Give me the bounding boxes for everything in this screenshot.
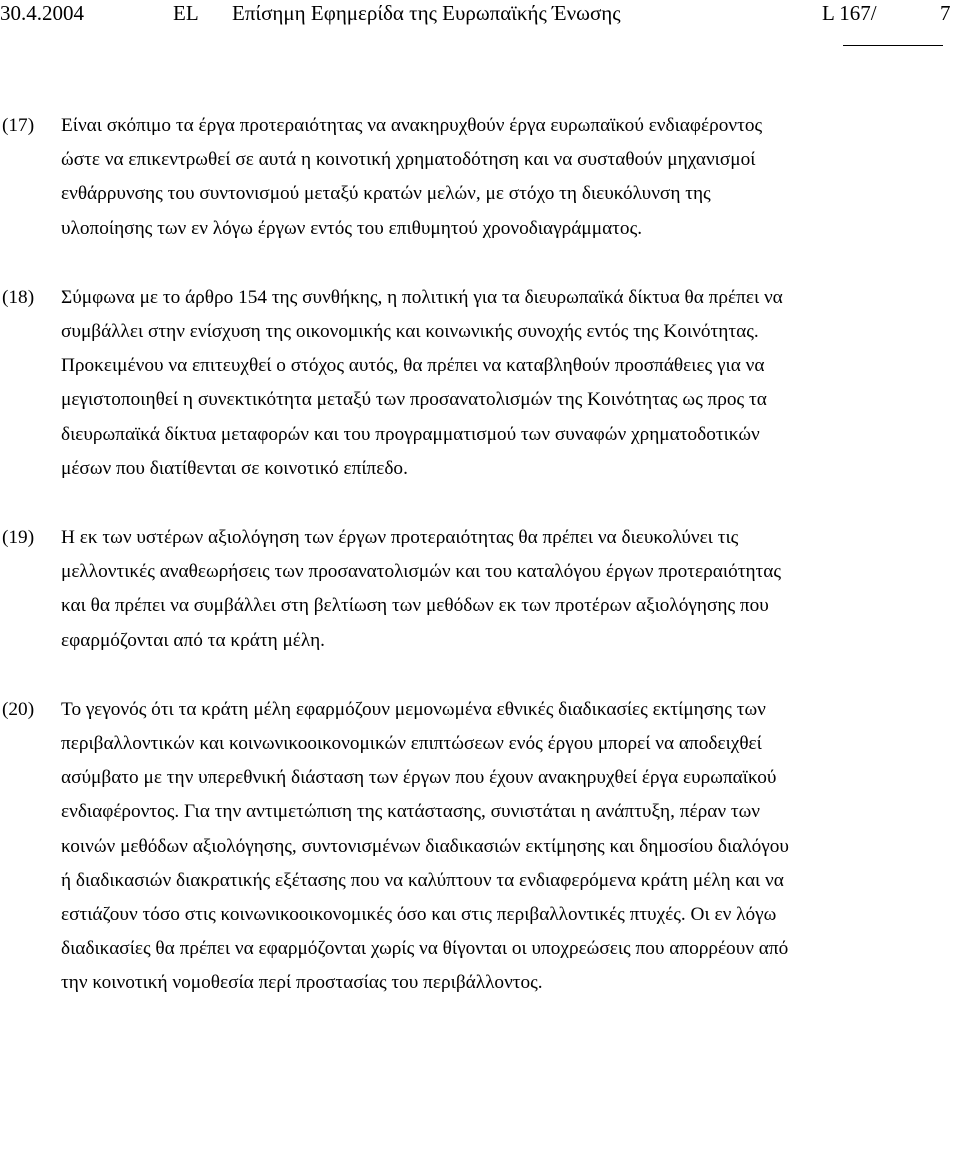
text-line: την κοινοτική νομοθεσία περί προστασίας του περιβάλλοντος.	[61, 972, 543, 994]
text-line: διαδικασίες θα πρέπει να εφαρμόζονται χωρίς να θίγονται οι υποχρεώσεις που απορρέουν από	[61, 938, 789, 960]
journal-title: Επίσημη Εφημερίδα της Ευρωπαϊκής Ένωσης	[232, 1, 621, 25]
text-line: ενδιαφέροντος. Για την αντιμετώπιση της κατάστασης, συνιστάται η ανάπτυξη, πέραν των	[61, 801, 761, 823]
text-line: εστιάζουν τόσο στις κοινωνικοοικονομικές όσο και στις περιβαλλοντικές πτυχές. Οι εν λόγω	[61, 904, 777, 926]
recital-20	[0, 693, 960, 1001]
text-line: μεγιστοποιηθεί η συνεκτικότητα μεταξύ των προσανατολισμών της Κοινότητας ως προς τα	[61, 389, 767, 411]
text-line: περιβαλλοντικών και κοινωνικοοικονομικών επιπτώσεων ενός έργου μπορεί να αποδειχθεί	[61, 733, 762, 755]
text-line: ενθάρρυνσης του συντονισμού μεταξύ κρατών μελών, με στόχο τη διευκόλυνση της	[61, 183, 711, 205]
recital-number: (19)	[2, 527, 35, 549]
language-code: EL	[173, 1, 199, 25]
text-line: ασύμβατο με την υπερεθνική διάσταση των έργων που έχουν ανακηρυχθεί έργα ευρωπαϊκού	[61, 767, 777, 789]
recital-18	[0, 281, 960, 486]
recital-19	[0, 521, 960, 658]
text-line: μέσων που διατίθενται σε κοινοτικό επίπεδο.	[61, 457, 408, 479]
recital-17	[0, 109, 960, 246]
recital-number: (18)	[2, 286, 35, 308]
text-line: εφαρμόζονται από τα κράτη μέλη.	[61, 629, 325, 651]
text-line: Η εκ των υστέρων αξιολόγηση των έργων προτεραιότητας θα πρέπει να διευκολύνει τις	[61, 527, 739, 549]
text-line: και θα πρέπει να συμβάλλει στη βελτίωση των μεθόδων εκ των προτέρων αξιολόγησης που	[61, 595, 769, 617]
text-line: Σύμφωνα με το άρθρο 154 της συνθήκης, η πολιτική για τα διευρωπαϊκά δίκτυα θα πρέπει να	[61, 286, 783, 308]
page-number: 7	[940, 1, 951, 25]
page-header	[0, 0, 960, 44]
text-line: Το γεγονός ότι τα κράτη μέλη εφαρμόζουν μεμονωμένα εθνικές διαδικασίες εκτίμησης των	[61, 698, 766, 720]
document-body	[0, 109, 960, 1001]
text-line: Είναι σκόπιμο τα έργα προτεραιότητας να ανακηρυχθούν έργα ευρωπαϊκού ενδιαφέροντος	[61, 115, 763, 136]
series-number: L 167/	[822, 1, 877, 25]
text-line: ή διαδικασιών διακρατικής εξέτασης που να καλύπτουν τα ενδιαφερόμενα κράτη μέλη και να	[61, 869, 784, 891]
publication-date: 30.4.2004	[0, 1, 84, 25]
text-line: υλοποίησης των εν λόγω έργων εντός του επιθυμητού χρονοδιαγράμματος.	[61, 217, 643, 239]
text-line: διευρωπαϊκά δίκτυα μεταφορών και του προγραμματισμού των συναφών χρηματοδοτικών	[61, 423, 760, 445]
text-line: κοινών μεθόδων αξιολόγησης, συντονισμένων διαδικασιών εκτίμησης και δημοσίου διαλόγου	[61, 835, 789, 857]
text-line: συμβάλλει στην ενίσχυση της οικονομικής και κοινωνικής συνοχής εντός της Κοινότητας.	[61, 321, 759, 343]
recital-number: (20)	[2, 698, 35, 720]
recital-number: (17)	[2, 115, 35, 136]
text-line: ώστε να επικεντρωθεί σε αυτά η κοινοτική χρηματοδότηση και να συσταθούν μηχανισμοί	[61, 149, 756, 171]
header-rule	[843, 45, 943, 46]
text-line: Προκειμένου να επιτευχθεί ο στόχος αυτός, θα πρέπει να καταβληθούν προσπάθειες για να	[61, 355, 765, 377]
text-line: μελλοντικές αναθεωρήσεις των προσανατολισμών και του καταλόγου έργων προτεραιότητας	[61, 561, 782, 583]
